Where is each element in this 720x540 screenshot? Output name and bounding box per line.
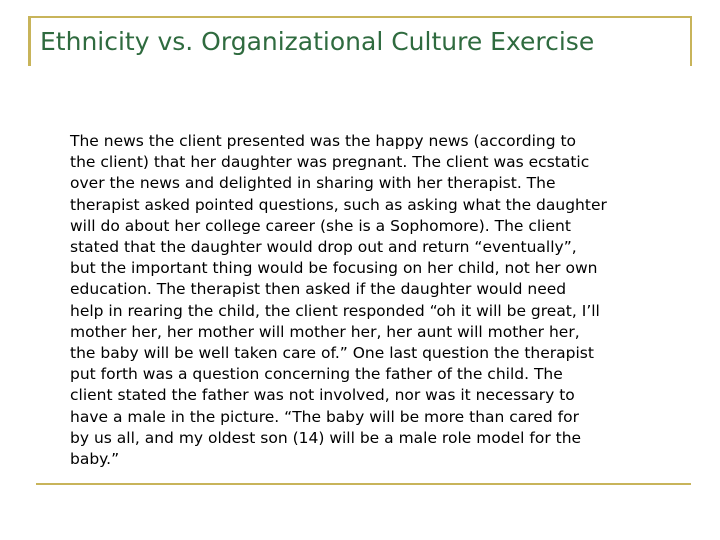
frame-right-rule xyxy=(690,16,692,66)
body-line: the baby will be well taken care of.” One last question the therapist xyxy=(70,344,594,363)
body-line: the client) that her daughter was pregnant. The client was ecstatic xyxy=(70,153,590,172)
frame-bottom-rule xyxy=(36,483,691,485)
body-line: therapist asked pointed questions, such as asking what the daughter xyxy=(70,195,607,214)
body-line: baby.” xyxy=(70,450,120,469)
body-line: over the news and delighted in sharing with her therapist. The xyxy=(70,174,556,193)
slide-body xyxy=(70,131,688,470)
frame-top-rule xyxy=(28,16,692,18)
body-line: put forth was a question concerning the father of the child. The xyxy=(70,365,563,384)
body-line: by us all, and my oldest son (14) will be a male role model for the xyxy=(70,428,582,447)
body-line: mother her, her mother will mother her, her aunt will mother her, xyxy=(70,322,580,341)
body-line: stated that the daughter would drop out and return “eventually”, xyxy=(70,238,577,257)
body-line: client stated the father was not involved, nor was it necessary to xyxy=(70,386,575,405)
body-line: have a male in the picture. “The baby will be more than cared for xyxy=(70,407,579,426)
body-line: The news the client presented was the happy news (according to xyxy=(70,132,577,150)
body-line: education. The therapist then asked if the daughter would need xyxy=(70,280,567,299)
frame-left-rule xyxy=(28,16,31,66)
body-line: but the important thing would be focusing on her child, not her own xyxy=(70,259,598,278)
slide-title: Ethnicity vs. Organizational Culture Exercise xyxy=(40,27,595,56)
body-line: will do about her college career (she is a Sophomore). The client xyxy=(70,216,571,235)
body-line: help in rearing the child, the client responded “oh it will be great, I’ll xyxy=(70,301,600,320)
